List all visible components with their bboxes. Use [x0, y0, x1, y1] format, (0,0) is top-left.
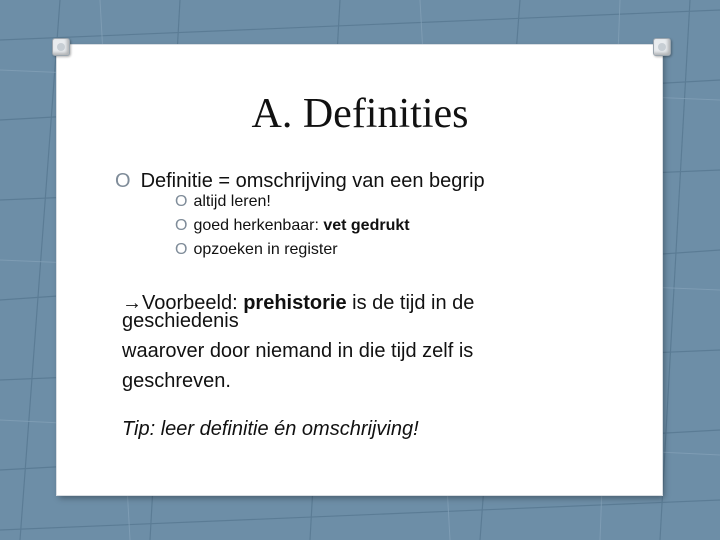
- example-term: prehistorie: [243, 292, 347, 314]
- example-label: Voorbeeld:: [142, 292, 244, 314]
- sub-bullet-text: goed herkenbaar:: [193, 217, 324, 234]
- example-line-4: geschreven.: [122, 370, 231, 392]
- sub-bullet: [175, 193, 271, 211]
- bullet-marker: O: [175, 217, 188, 234]
- slide-title: A. Definities: [251, 91, 469, 137]
- example-line-3: waarover door niemand in die tijd zelf is: [122, 340, 474, 362]
- top-right-pin-icon: [653, 38, 671, 56]
- example-paragraph: [122, 290, 642, 394]
- bullet-marker: O: [175, 241, 188, 258]
- sub-bullet-text: altijd leren!: [193, 193, 271, 210]
- top-left-pin-icon: [52, 38, 70, 56]
- sub-bullet: [175, 241, 338, 259]
- sub-bullet-text: opzoeken in register: [193, 241, 338, 258]
- example-line-1-rest: is de tijd in de: [346, 292, 475, 314]
- arrow-icon: →: [122, 292, 142, 314]
- bullet-marker: O: [175, 193, 188, 210]
- main-bullet-text: Definitie = omschrijving van een begrip: [140, 170, 485, 192]
- example-line-2: geschiedenis: [122, 310, 239, 332]
- tip-text: Tip: leer definitie én omschrijving!: [122, 418, 419, 440]
- sub-bullet: [175, 217, 410, 235]
- sub-bullet-bold-text: vet gedrukt: [323, 217, 410, 234]
- bullet-marker: O: [115, 170, 131, 192]
- main-bullet: [115, 170, 485, 193]
